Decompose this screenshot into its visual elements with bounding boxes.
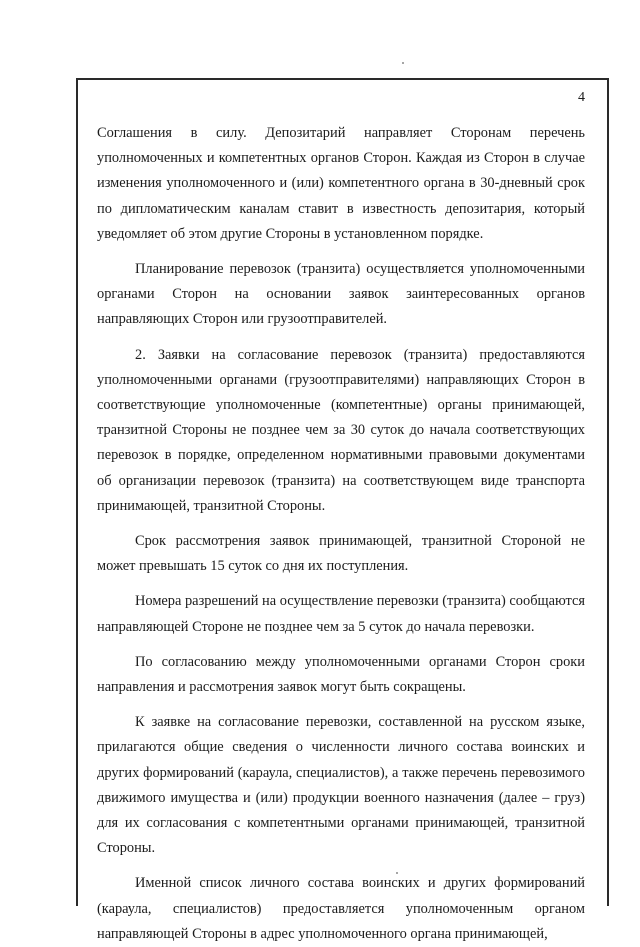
paragraph: По согласованию между уполномоченными органами Сторон сроки направления и рассмотрения заявок могут быть сокращены. [97,653,585,696]
paragraph: Номера разрешений на осуществление перевозки (транзита) сообщаются направляющей Стороне не позднее чем за 5 суток до начала перевозки. [97,593,586,635]
paragraph: 2. Заявки на согласование перевозок (транзита) предоставляются уполномоченными органами (грузоотправителями) направляющих Сторон в соответствующие уполномоченные (компетентные) органы принимающей, транзитной Стороны не позднее чем за 30 суток до начала соответствующих перевозок в порядке, определенном нормативными правовыми документами об организации перевозок (транзита) на соответствующем виде транспорта принимающей, транзитной Стороны. [97,346,585,514]
paragraph: Именной список личного состава воинских и других формирований (караула, специалистов) предоставляется уполномоченным органом направляющей Стороны в адрес уполномоченного органа принимающей, [97,875,585,942]
paragraph: К заявке на согласование перевозки, составленной на русском языке, прилагаются общие сведения о численности личного состава воинских и других формирований (караула, специалистов), а также перечень перевозимого движимого имущества и (или) продукции военного назначения (далее – груз) для их согласования с компетентными органами принимающей, транзитной Стороны. [97,714,585,857]
scan-speck [402,62,404,64]
paragraph: Срок рассмотрения заявок принимающей, транзитной Стороной не может превышать 15 суток со дня их поступления. [97,533,585,575]
page-number: 4 [578,90,585,105]
paragraph: Соглашения в силу. Депозитарий направляет Сторонам перечень уполномоченных и компетентных органов Сторон. Каждая из Сторон в случае изменения уполномоченного и (или) компетентного органа в 30-дневный срок по дипломатическим каналам ставит в известность депозитария, который уведомляет об этом другие Стороны в установленном порядке. [97,125,585,242]
paragraph: Планирование перевозок (транзита) осуществляется уполномоченными органами Сторон на основании заявок заинтересованных органов направляющих Сторон или грузоотправителей. [97,261,585,328]
document-body [97,121,585,947]
